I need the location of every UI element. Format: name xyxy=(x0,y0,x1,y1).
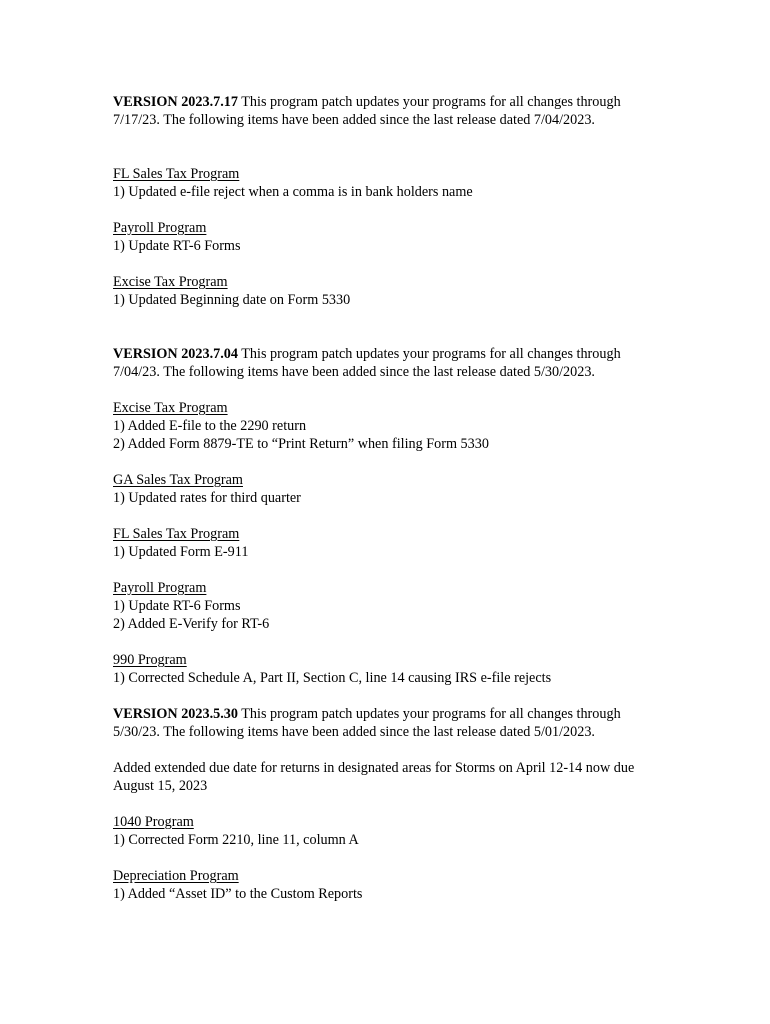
release-header xyxy=(113,705,673,723)
section-title: Depreciation Program xyxy=(113,868,239,884)
section-title: 1040 Program xyxy=(113,814,194,830)
section-item: 1) Updated Form E-911 xyxy=(113,544,249,560)
section-item: 1) Updated rates for third quarter xyxy=(113,490,301,506)
release-intro-continued: 7/04/23. The following items have been added since the last release dated 5/30/2023. xyxy=(113,364,595,380)
section-title: Payroll Program xyxy=(113,580,207,596)
section-item: 2) Added E-Verify for RT-6 xyxy=(113,616,270,632)
section-title: Payroll Program xyxy=(113,220,207,236)
release-intro: This program patch updates your programs for all changes through xyxy=(241,94,621,110)
release-note: Added extended due date for returns in designated areas for Storms on April 12-14 now due August 15, 2023 xyxy=(113,760,635,794)
release-block xyxy=(113,93,673,309)
section-title: FL Sales Tax Program xyxy=(113,166,240,182)
section-title: Excise Tax Program xyxy=(113,400,228,416)
release-block xyxy=(113,705,673,903)
release-block xyxy=(113,345,673,687)
release-notes-document xyxy=(113,93,673,903)
section-item: 1) Added “Asset ID” to the Custom Reports xyxy=(113,886,363,902)
section-title: FL Sales Tax Program xyxy=(113,526,240,542)
version-label: VERSION 2023.5.30 xyxy=(113,706,238,722)
release-intro-continued: 7/17/23. The following items have been added since the last release dated 7/04/2023. xyxy=(113,112,595,128)
section-item: 1) Corrected Schedule A, Part II, Section C, line 14 causing IRS e-file rejects xyxy=(113,670,552,686)
section-item: 1) Update RT-6 Forms xyxy=(113,238,241,254)
release-header xyxy=(113,345,673,363)
section-title: Excise Tax Program xyxy=(113,274,228,290)
release-intro: This program patch updates your programs for all changes through xyxy=(241,346,621,362)
section-title: GA Sales Tax Program xyxy=(113,472,243,488)
section-item: 1) Corrected Form 2210, line 11, column A xyxy=(113,832,359,848)
section-item: 1) Updated e-file reject when a comma is in bank holders name xyxy=(113,184,473,200)
release-intro-continued: 5/30/23. The following items have been added since the last release dated 5/01/2023. xyxy=(113,724,595,740)
release-header xyxy=(113,93,673,111)
version-label: VERSION 2023.7.04 xyxy=(113,346,238,362)
section-item: 2) Added Form 8879-TE to “Print Return” when filing Form 5330 xyxy=(113,436,489,452)
section-title: 990 Program xyxy=(113,652,187,668)
version-label: VERSION 2023.7.17 xyxy=(113,94,238,110)
release-intro: This program patch updates your programs for all changes through xyxy=(241,706,621,722)
section-item: 1) Updated Beginning date on Form 5330 xyxy=(113,292,351,308)
section-item: 1) Update RT-6 Forms xyxy=(113,598,241,614)
section-item: 1) Added E-file to the 2290 return xyxy=(113,418,307,434)
